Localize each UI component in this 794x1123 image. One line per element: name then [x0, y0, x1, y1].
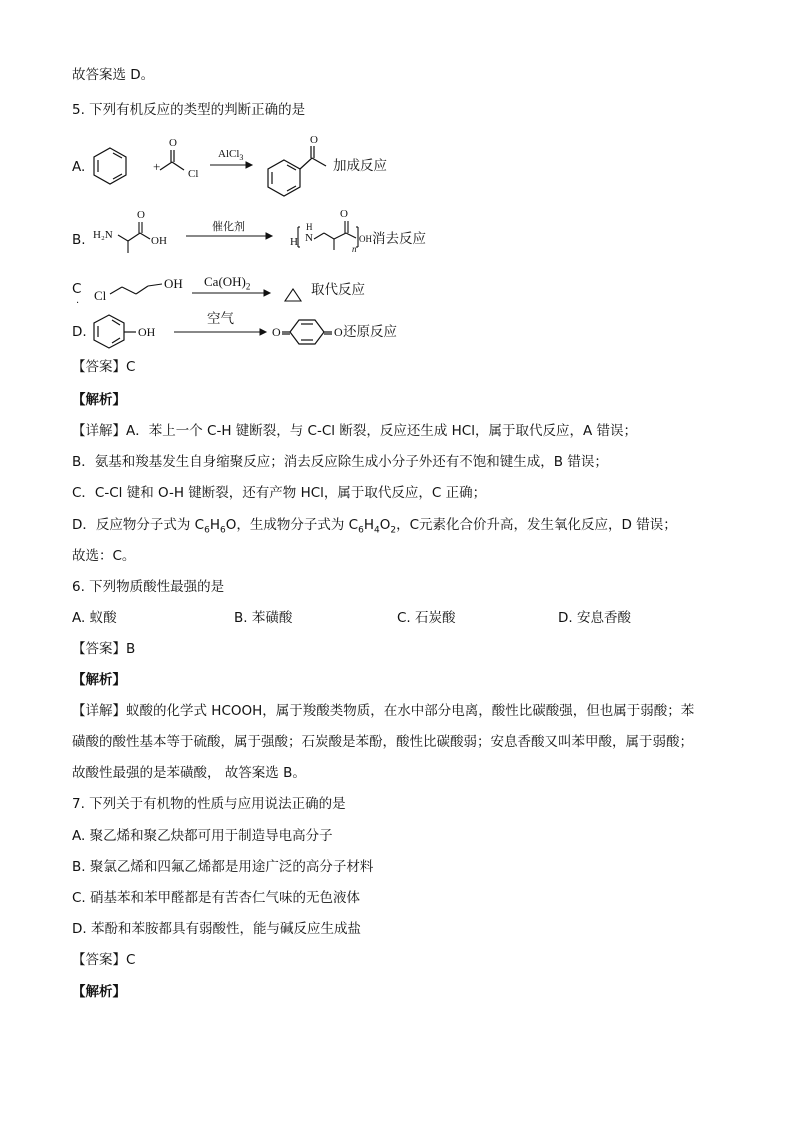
option-c-letter: C [72, 281, 82, 297]
carbonyl-oxygen-label: O [137, 209, 145, 221]
alanine-structure [118, 222, 150, 253]
chain-start-h-label: H [290, 236, 298, 248]
phenol-oh-label: OH [138, 325, 156, 339]
degree-n-label: n [352, 244, 357, 254]
question-6-option-c: C. 石炭酸 [397, 610, 456, 626]
question-5-conclusion: 故选：C。 [72, 548, 136, 564]
amino-group-label: H₂N [93, 229, 113, 241]
question-7-option-b: B. 聚氯乙烯和四氟乙烯都是用途广泛的高分子材料 [72, 859, 374, 875]
reaction-arrow [210, 162, 252, 168]
acyl-oxygen-label: O [169, 137, 177, 149]
option-d-reagent: 空气 [207, 311, 234, 327]
question-7-option-c: C. 硝基苯和苯甲醛都是有苦杏仁气味的无色液体 [72, 890, 361, 906]
option-c-reagent: $Ca(OH)_2$ [204, 274, 251, 292]
chloroethanol-structure [110, 284, 162, 294]
polymer-end-oh-label: OH [359, 234, 372, 244]
question-6-detail-line-3: 故酸性最强的是苯磺酸， 故答案选 B。 [72, 765, 306, 781]
question-5-detail-c: C．C-Cl 键和 O-H 键断裂，还有产物 HCl，属于取代反应，C 正确； [72, 485, 487, 501]
option-d-letter: D. [72, 324, 87, 340]
question-6-analysis-title: 【解析】 [72, 672, 126, 688]
quinone-oxygen-left: O [272, 325, 281, 339]
question-7-analysis-title: 【解析】 [72, 984, 126, 1000]
amide-h-label: H [306, 222, 313, 232]
question-6-stem: 6. 下列物质酸性最强的是 [72, 579, 225, 595]
question-6-answer: 【答案】B [72, 641, 136, 657]
option-b-reaction-type: 消去反应 [372, 231, 426, 247]
option-d-reaction-type: 还原反应 [343, 324, 397, 340]
question-7-option-d: D. 苯酚和苯胺都具有弱酸性，能与碱反应生成盐 [72, 921, 361, 937]
benzoquinone-structure [282, 320, 332, 344]
question-5-detail-a: 【详解】A．苯上一个 C-H 键断裂，与 C-Cl 断裂，反应还生成 HCl，属于取代反应，A 错误； [72, 423, 637, 439]
question-6-option-b: B. 苯磺酸 [234, 610, 293, 626]
option-b-letter: B. [72, 232, 86, 248]
polymer-oxygen-label: O [340, 208, 348, 220]
question-5-analysis-title: 【解析】 [72, 392, 126, 408]
acetophenone-structure [268, 146, 326, 196]
question-6-option-d: D. 安息香酸 [558, 610, 631, 626]
chlorine-label: Cl [94, 288, 107, 303]
option-c-dot: . [76, 295, 80, 306]
question-7-option-a: A. 聚乙烯和聚乙炔都可用于制造导电高分子 [72, 828, 333, 844]
hydroxyl-label: OH [151, 235, 167, 247]
plus-sign: + [153, 159, 161, 174]
question-5-stem: 5. 下列有机反应的类型的判断正确的是 [72, 102, 306, 118]
question-7-stem: 7. 下列关于有机物的性质与应用说法正确的是 [72, 796, 346, 812]
question-6-option-a: A. 蚁酸 [72, 610, 117, 626]
amide-n-label: N [305, 232, 313, 244]
question-7-answer: 【答案】C [72, 952, 136, 968]
option-a-reaction-type: 加成反应 [333, 158, 387, 174]
question-5-answer: 【答案】C [72, 359, 136, 375]
option-a-reagent: AlCl$_3$ [218, 148, 244, 163]
quinone-oxygen-right: O [334, 325, 343, 339]
previous-answer-conclusion: 故答案选 D。 [72, 67, 155, 83]
question-5-detail-d: D．反应物分子式为 $C_6H_6O$，生成物分子式为 $C_6H_4O_2$，C元素化合价升高，发生氧化反应，D 错误； [72, 517, 677, 536]
c-hydroxyl-label: OH [164, 276, 183, 291]
option-a-letter: A. [72, 159, 86, 175]
question-6-detail-line-1: 【详解】蚁酸的化学式 HCOOH，属于羧酸类物质，在水中部分电离，酸性比碳酸强，但也属于弱酸；苯 [72, 703, 695, 719]
acyl-chloride-label: Cl [188, 168, 199, 180]
question-5-detail-b: B．氨基和羧基发生自身缩聚反应；消去反应除生成小分子外还有不饱和键生成，B 错误； [72, 454, 608, 470]
phenol-structure [94, 315, 136, 348]
benzene-structure [94, 148, 126, 184]
question-6-detail-line-2: 磺酸的酸性基本等于硫酸，属于强酸；石炭酸是苯酚，酸性比碳酸弱；安息香酸又叫苯甲酸，属于弱酸； [72, 734, 693, 750]
ketone-oxygen-label: O [310, 134, 318, 146]
air-arrow [174, 329, 266, 335]
option-c-reaction-type: 取代反应 [311, 282, 365, 298]
option-b-catalyst: 催化剂 [212, 220, 245, 233]
ethylene-oxide-structure [285, 289, 301, 301]
acetyl-chloride-structure [160, 150, 184, 170]
